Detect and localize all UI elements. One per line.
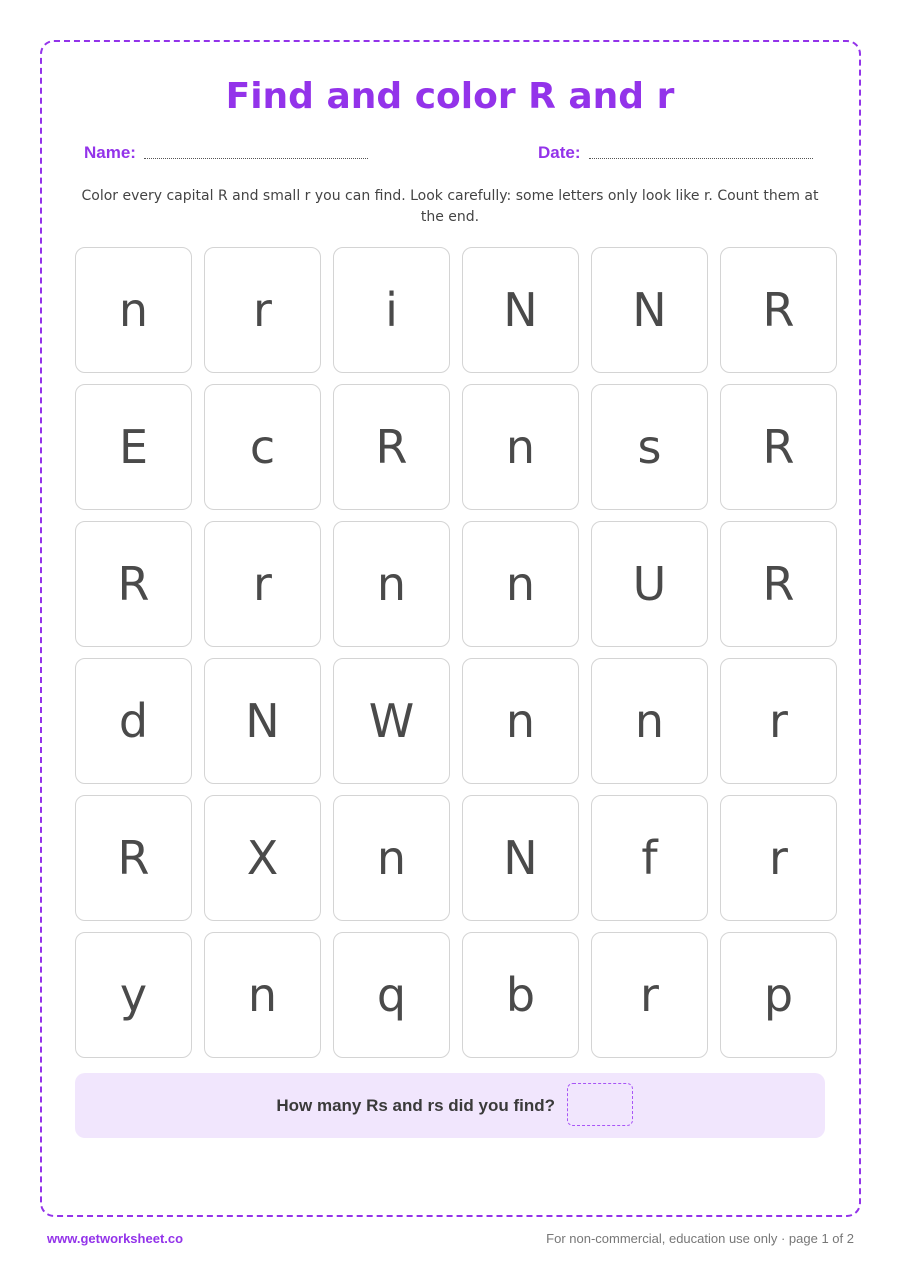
name-line[interactable] — [144, 158, 368, 159]
footer-site-link[interactable]: www.getworksheet.co — [47, 1231, 184, 1246]
letter-cell[interactable]: E — [75, 384, 192, 510]
letter-cell[interactable]: r — [204, 521, 321, 647]
letter-cell[interactable]: R — [333, 384, 450, 510]
letter-cell[interactable]: R — [720, 384, 837, 510]
letter-cell[interactable]: R — [720, 521, 837, 647]
letter-cell[interactable]: N — [591, 247, 708, 373]
letter-cell[interactable]: n — [333, 521, 450, 647]
footer-note: For non-commercial, education use only · page 1 of 2 — [546, 1231, 854, 1246]
letter-grid — [75, 247, 837, 1058]
letter-cell[interactable]: c — [204, 384, 321, 510]
letter-cell[interactable]: n — [591, 658, 708, 784]
date-field[interactable] — [538, 143, 813, 163]
letter-cell[interactable]: N — [462, 247, 579, 373]
letter-cell[interactable]: f — [591, 795, 708, 921]
instructions-text: Color every capital R and small r you can find. Look carefully: some letters only look like r. Count them at the end. — [81, 188, 819, 225]
letter-cell[interactable]: n — [204, 932, 321, 1058]
name-field[interactable] — [84, 143, 368, 163]
letter-cell[interactable]: y — [75, 932, 192, 1058]
letter-cell[interactable]: R — [75, 521, 192, 647]
letter-cell[interactable]: r — [720, 795, 837, 921]
date-line[interactable] — [589, 158, 813, 159]
letter-cell[interactable]: R — [720, 247, 837, 373]
letter-cell[interactable]: W — [333, 658, 450, 784]
worksheet-title: Find and color R and r — [225, 76, 675, 117]
count-question: How many Rs and rs did you find? — [276, 1096, 555, 1115]
letter-cell[interactable]: p — [720, 932, 837, 1058]
letter-cell[interactable]: N — [462, 795, 579, 921]
letter-cell[interactable]: n — [462, 658, 579, 784]
letter-cell[interactable]: s — [591, 384, 708, 510]
letter-cell[interactable]: d — [75, 658, 192, 784]
letter-cell[interactable]: X — [204, 795, 321, 921]
letter-cell[interactable]: r — [591, 932, 708, 1058]
answer-panel — [75, 1073, 825, 1138]
letter-cell[interactable]: n — [75, 247, 192, 373]
letter-cell[interactable]: U — [591, 521, 708, 647]
letter-cell[interactable]: q — [333, 932, 450, 1058]
letter-cell[interactable]: n — [333, 795, 450, 921]
letter-cell[interactable]: n — [462, 521, 579, 647]
date-label: Date: — [538, 143, 581, 162]
letter-cell[interactable]: i — [333, 247, 450, 373]
letter-cell[interactable]: N — [204, 658, 321, 784]
name-label: Name: — [84, 143, 136, 162]
count-answer-box[interactable] — [567, 1083, 633, 1126]
letter-cell[interactable]: r — [720, 658, 837, 784]
letter-cell[interactable]: b — [462, 932, 579, 1058]
letter-cell[interactable]: R — [75, 795, 192, 921]
letter-cell[interactable]: r — [204, 247, 321, 373]
letter-cell[interactable]: n — [462, 384, 579, 510]
